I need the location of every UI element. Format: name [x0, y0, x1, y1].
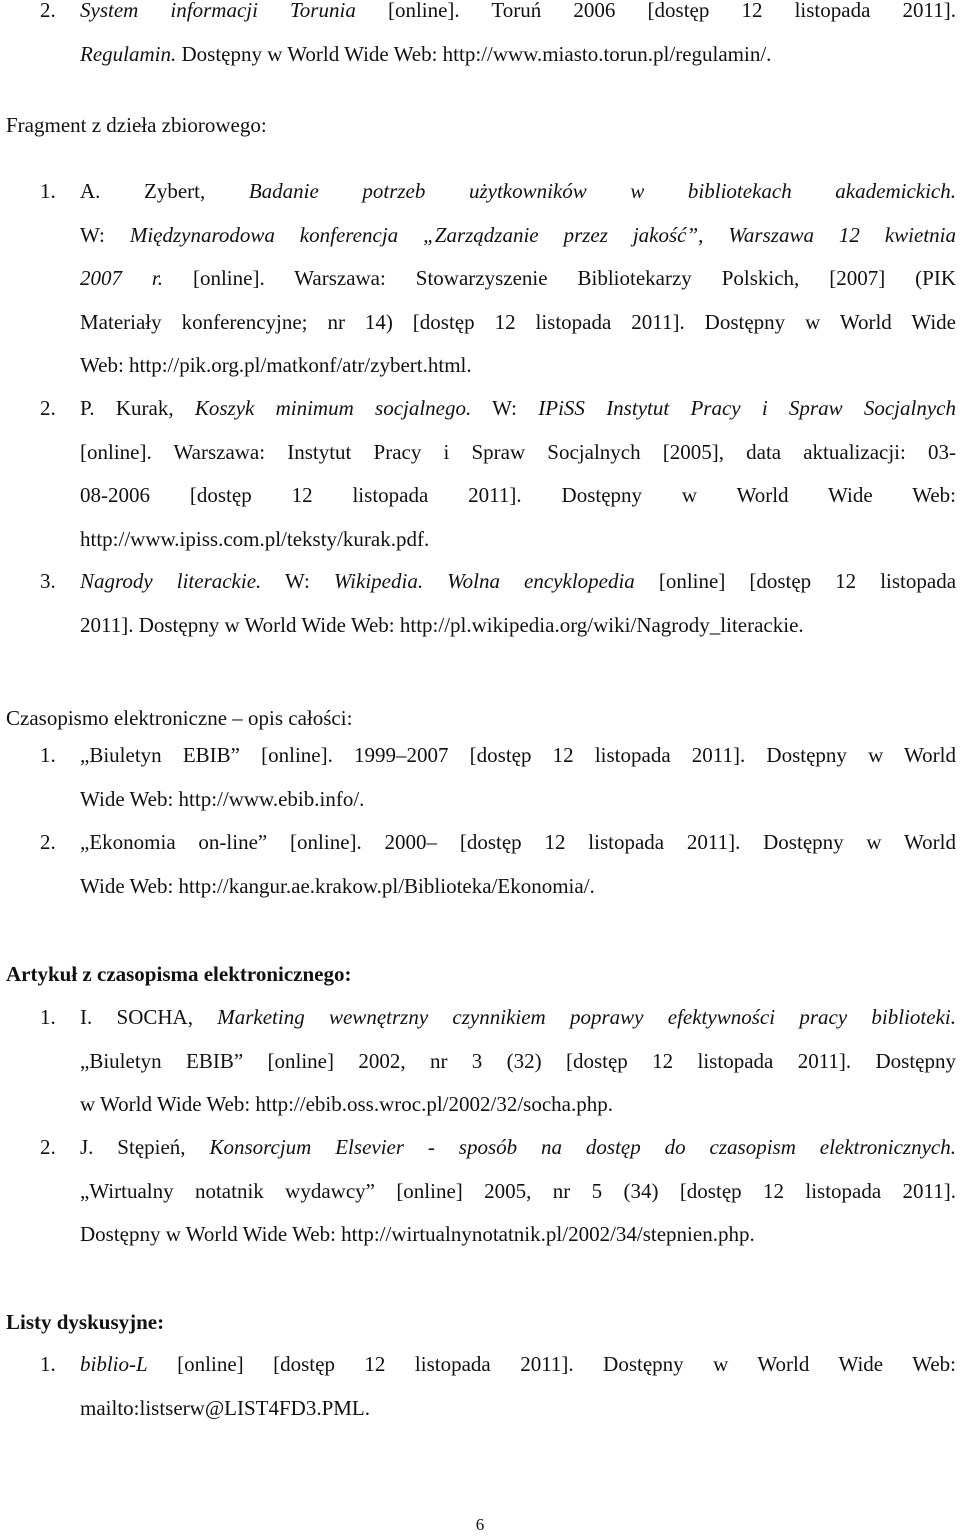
list-item [40, 996, 956, 1127]
citation-line: „Ekonomia on-line” [online]. 2000– [dostęp 12 listopada 2011]. Dostępny w World [80, 830, 956, 854]
citation-source: Wikipedia. [333, 569, 424, 593]
citation-line [80, 387, 956, 431]
citation-title: Marketing wewnętrzny czynnikiem poprawy efektywności pracy biblioteki. [192, 1005, 956, 1029]
citation-url: Dostępny w World Wide Web: http://wirtualnynotatnik.pl/2002/34/stepnien.php. [80, 1222, 755, 1246]
citation-text: Dostępny w World Wide Web: http://www.miasto.torun.pl/regulamin/. [176, 41, 772, 66]
citation-text: W: [261, 569, 334, 593]
citation-line [80, 996, 956, 1040]
citation-text: [online]. Warszawa: Stowarzyszenie Bibliotekarzy Polskich, [2007] (PIK [163, 266, 956, 290]
list-item [40, 1343, 956, 1430]
citation-text: [online] [dostęp 12 listopada [634, 569, 957, 593]
list-item [40, 387, 956, 561]
section-heading: Listy dyskusyjne: [6, 1310, 165, 1334]
citation-title: Regulamin. [80, 41, 177, 66]
citation-line: 08-2006 [dostęp 12 listopada 2011]. Dostępny w World Wide Web: [80, 483, 956, 507]
citation-text: [online]. Toruń 2006 [dostęp 12 listopada 2011]. [355, 0, 956, 22]
citation-source: 2007 r. [80, 266, 164, 290]
citation-title: Nagrody literackie. [80, 569, 262, 593]
list-item [40, 0, 956, 76]
citation-line [80, 257, 956, 301]
item-number: 2. [40, 396, 56, 420]
citation-url: http://www.ipiss.com.pl/teksty/kurak.pdf. [80, 526, 430, 551]
section-heading: Fragment z dzieła zbiorowego: [6, 113, 267, 137]
item-number: 3. [40, 569, 56, 593]
citation-url: w World Wide Web: http://ebib.oss.wroc.pl/2002/32/socha.php. [80, 1092, 613, 1116]
item-number: 2. [40, 1135, 56, 1159]
list-item [40, 560, 957, 647]
citation-line: „Biuletyn EBIB” [online] 2002, nr 3 (32) [dostęp 12 listopada 2011]. Dostępny [80, 1048, 956, 1073]
section-heading: Czasopismo elektroniczne – opis całości: [6, 706, 353, 730]
citation-line: Materiały konferencyjne; nr 14) [dostęp 12 listopada 2011]. Dostępny w World Wide [80, 309, 956, 334]
citation-line [80, 1343, 956, 1387]
citation-url: mailto:listserw@LIST4FD3.PML. [80, 1395, 371, 1420]
citation-title: Konsorcjum Elsevier - sposób na dostęp do czasopism elektronicznych. [185, 1135, 956, 1159]
citation-url: Wide Web: http://kangur.ae.krakow.pl/Biblioteka/Ekonomia/. [80, 873, 595, 898]
item-number: 1. [40, 743, 56, 767]
citation-line: 2011]. Dostępny w World Wide Web: http://pl.wikipedia.org/wiki/Nagrody_literackie. [80, 612, 804, 637]
citation-source: Międzynarodowa konferencja „Zarządzanie przez jakość”, Warszawa 12 kwietnia [129, 222, 956, 247]
citation-title: Badanie potrzeb użytkowników w bibliotekach akademickich. [205, 179, 956, 203]
list-item [40, 734, 956, 821]
citation-text: [online] [dostęp 12 listopada 2011]. Dostępny w World Wide Web: [147, 1352, 956, 1376]
item-number: 2. [40, 0, 56, 22]
citation-title: biblio-L [80, 1352, 148, 1376]
item-number: 1. [40, 1005, 56, 1029]
citation-url: Wide Web: http://www.ebib.info/. [80, 786, 365, 811]
citation-title: Koszyk minimum socjalnego. [173, 396, 472, 420]
citation-author: A. Zybert, [80, 179, 206, 203]
citation-line: „Wirtualny notatnik wydawcy” [online] 2005, nr 5 (34) [dostęp 12 listopada 2011]. [80, 1178, 956, 1203]
list-item [40, 170, 956, 388]
citation-author: J. Stępień, [80, 1135, 186, 1159]
list-item [40, 821, 956, 908]
citation-author: P. Kurak, [80, 396, 174, 420]
section-heading: Artykuł z czasopisma elektronicznego: [6, 962, 352, 986]
page-number: 6 [475, 1515, 485, 1534]
citation-line [80, 170, 956, 214]
item-number: 1. [40, 179, 56, 203]
citation-line: [online]. Warszawa: Instytut Pracy i Spraw Socjalnych [2005], data aktualizacji: 03- [80, 439, 956, 464]
citation-line [80, 1126, 956, 1170]
citation-line [80, 33, 956, 77]
citation-author: I. SOCHA, [80, 1005, 193, 1029]
citation-line: „Biuletyn EBIB” [online]. 1999–2007 [dostęp 12 listopada 2011]. Dostępny w World [80, 743, 956, 767]
citation-line [80, 214, 956, 258]
citation-title: System informacji Torunia [80, 0, 356, 22]
citation-line [80, 560, 956, 604]
citation-source: IPiSS Instytut Pracy i Spraw Socjalnych [538, 396, 956, 420]
citation-url: Web: http://pik.org.pl/matkonf/atr/zybert.html. [80, 353, 472, 377]
citation-text: W: [471, 396, 539, 420]
citation-text: W: [80, 222, 130, 247]
citation-text [423, 569, 447, 593]
list-item [40, 1126, 956, 1257]
item-number: 2. [40, 830, 56, 854]
item-number: 1. [40, 1352, 56, 1376]
citation-source: Wolna encyklopedia [447, 569, 635, 593]
citation-line [80, 0, 956, 33]
